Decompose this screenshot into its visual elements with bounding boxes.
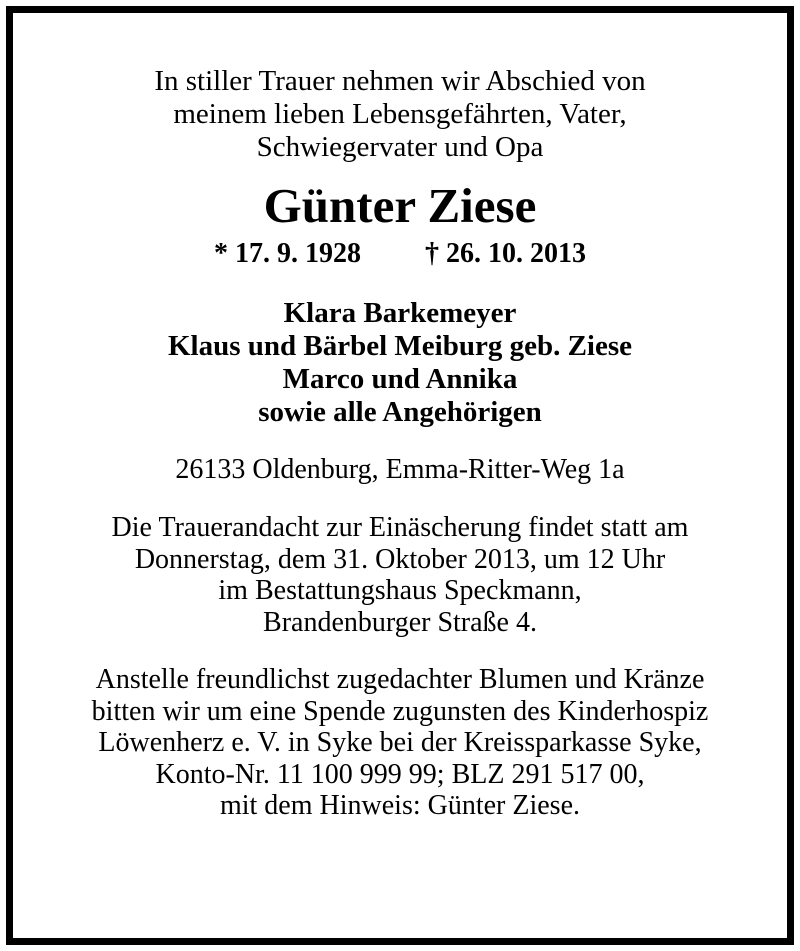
intro-text (13, 65, 787, 164)
deceased-name: Günter Ziese (263, 178, 537, 233)
death-date: † 26. 10. 2013 (425, 238, 586, 269)
intro-line: In stiller Trauer nehmen wir Abschied von (154, 65, 646, 97)
mourner-line: Klaus und Bärbel Meiburg geb. Ziese (167, 330, 633, 362)
service-info (13, 512, 787, 638)
mourner-line: Klara Barkemeyer (283, 297, 517, 329)
donation-line: Löwenherz e. V. in Syke bei der Kreissparkasse Syke, (98, 727, 702, 758)
service-line: Die Trauerandacht zur Einäscherung findet statt am (111, 512, 689, 543)
birth-date: * 17. 9. 1928 (214, 238, 361, 269)
life-dates (13, 238, 787, 270)
donation-line: Konto-Nr. 11 100 999 99; BLZ 291 517 00, (155, 758, 645, 790)
donation-line: bitten wir um eine Spende zugunsten des Kinderhospiz (91, 695, 709, 727)
intro-line: meinem lieben Lebensgefährten, Vater, (173, 98, 627, 130)
intro-line: Schwiegervater und Opa (256, 131, 544, 163)
obituary-content (13, 13, 787, 822)
service-line: Brandenburger Straße 4. (263, 606, 537, 638)
address: 26133 Oldenburg, Emma-Ritter-Weg 1a (175, 454, 625, 485)
obituary-frame (6, 6, 794, 945)
service-line: Donnerstag, dem 31. Oktober 2013, um 12 Uhr (134, 543, 666, 575)
service-line: im Bestattungshaus Speckmann, (218, 575, 582, 606)
donation-info (13, 664, 787, 822)
donation-line: mit dem Hinweis: Günter Ziese. (219, 790, 581, 821)
mourner-line: sowie alle Angehörigen (258, 396, 542, 428)
mourners-list (13, 297, 787, 429)
mourner-line: Marco und Annika (282, 363, 518, 395)
donation-line: Anstelle freundlichst zugedachter Blumen und Kränze (95, 664, 705, 695)
